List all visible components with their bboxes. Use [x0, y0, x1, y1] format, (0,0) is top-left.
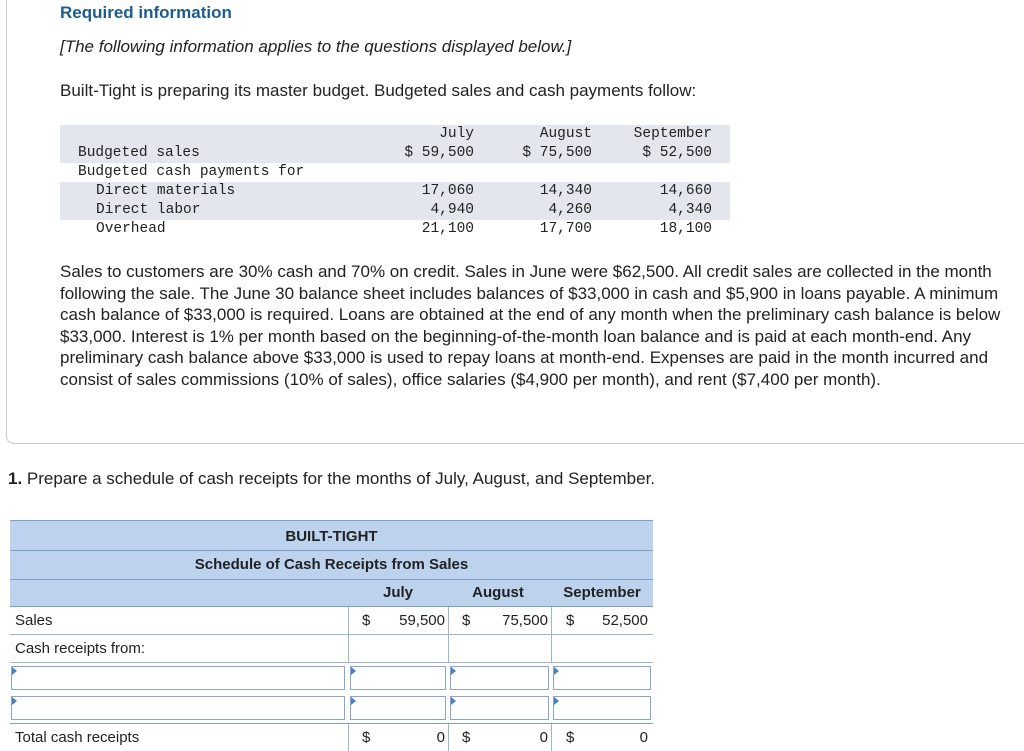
schedule-company-row: [10, 520, 653, 550]
budget-row-sales: [60, 144, 730, 163]
august-input[interactable]: [450, 696, 549, 720]
cell: 14,340: [539, 183, 592, 199]
currency-sign: $: [362, 612, 371, 629]
budget-row-overhead: [60, 220, 730, 239]
september-input[interactable]: [553, 696, 651, 720]
july-input[interactable]: [350, 666, 446, 690]
label-input[interactable]: [11, 696, 345, 720]
budget-row-payments: [60, 163, 730, 182]
question-1: [8, 469, 655, 489]
cell: 17,700: [539, 221, 592, 237]
september-input[interactable]: [553, 666, 651, 690]
sales-july: 59,500: [399, 612, 445, 629]
month-july: July: [382, 584, 413, 601]
applies-note: [The following information applies to the questions displayed below.]: [60, 37, 572, 56]
schedule-row-receipts-from: [10, 635, 653, 663]
budget-header-row: [60, 125, 730, 144]
question-number: 1.: [8, 469, 23, 488]
currency-sign: $: [462, 729, 471, 746]
budget-row-labor: [60, 201, 730, 220]
currency-sign: $: [566, 612, 575, 629]
currency-sign: $: [566, 729, 575, 746]
row-label: Direct materials: [96, 183, 236, 199]
cell: 18,100: [659, 221, 712, 237]
row-label: Overhead: [96, 221, 166, 237]
sales-label: Sales: [15, 612, 53, 629]
cell: $ 52,500: [642, 145, 712, 161]
col-august: August: [539, 126, 592, 142]
row-label: Budgeted cash payments for: [78, 164, 305, 180]
cell: 17,060: [421, 183, 474, 199]
total-september: 0: [639, 729, 648, 746]
schedule-company: BUILT-TIGHT: [285, 528, 378, 545]
row-label: Direct labor: [96, 202, 201, 218]
col-july: July: [439, 126, 474, 142]
cell: $ 75,500: [522, 145, 592, 161]
currency-sign: $: [362, 729, 371, 746]
cell: $ 59,500: [404, 145, 474, 161]
question-text: Prepare a schedule of cash receipts for the months of July, August, and September.: [26, 469, 656, 488]
august-input[interactable]: [450, 666, 549, 690]
schedule-months-row: [10, 579, 653, 607]
schedule-input-row-2: [10, 693, 653, 723]
row-label: Budgeted sales: [78, 145, 200, 161]
problem-paragraph: Sales to customers are 30% cash and 70% on credit. Sales in June were $62,500. All credit sales are collected in the month following the sale. The June 30 balance sheet includes balances of $33,000 in cash and $5,900 in loans payable. A minimum cash balance of $33,000 is required. Loans are obtained at the end of any month when the preliminary cash balance is below $33,000. Interest is 1% per month based on the beginning-of-the-month loan balance and is paid at each month-end. Any preliminary cash balance above $33,000 is used to repay loans at month-end. Expenses are paid in the month incurred and consist of sales commissions (10% of sales), office salaries ($4,900 per month), and rent ($7,400 per month).: [60, 262, 1001, 389]
schedule-input-row-1: [10, 663, 653, 693]
cell: 4,940: [430, 202, 474, 218]
cash-receipts-schedule: [10, 520, 653, 751]
schedule-title-row: [10, 550, 653, 579]
col-september: September: [633, 126, 712, 142]
july-input[interactable]: [350, 696, 446, 720]
month-september: September: [563, 584, 641, 601]
total-august: 0: [539, 729, 548, 746]
budget-row-materials: [60, 182, 730, 201]
sales-september: 52,500: [602, 612, 648, 629]
currency-sign: $: [462, 612, 471, 629]
intro-text: Built-Tight is preparing its master budget. Budgeted sales and cash payments follow:: [60, 81, 697, 100]
schedule-row-sales: [10, 607, 653, 635]
sales-august: 75,500: [502, 612, 548, 629]
cell: 21,100: [421, 221, 474, 237]
total-label: Total cash receipts: [15, 729, 140, 746]
label-input[interactable]: [11, 666, 345, 690]
receipts-from-label: Cash receipts from:: [15, 640, 146, 657]
schedule-row-total: [10, 723, 653, 751]
required-information-title: Required information: [60, 3, 232, 22]
cell: 4,340: [668, 202, 712, 218]
cell: 14,660: [659, 183, 712, 199]
total-july: 0: [436, 729, 445, 746]
month-august: August: [472, 584, 524, 601]
cell: 4,260: [548, 202, 592, 218]
schedule-title: Schedule of Cash Receipts from Sales: [194, 556, 469, 573]
